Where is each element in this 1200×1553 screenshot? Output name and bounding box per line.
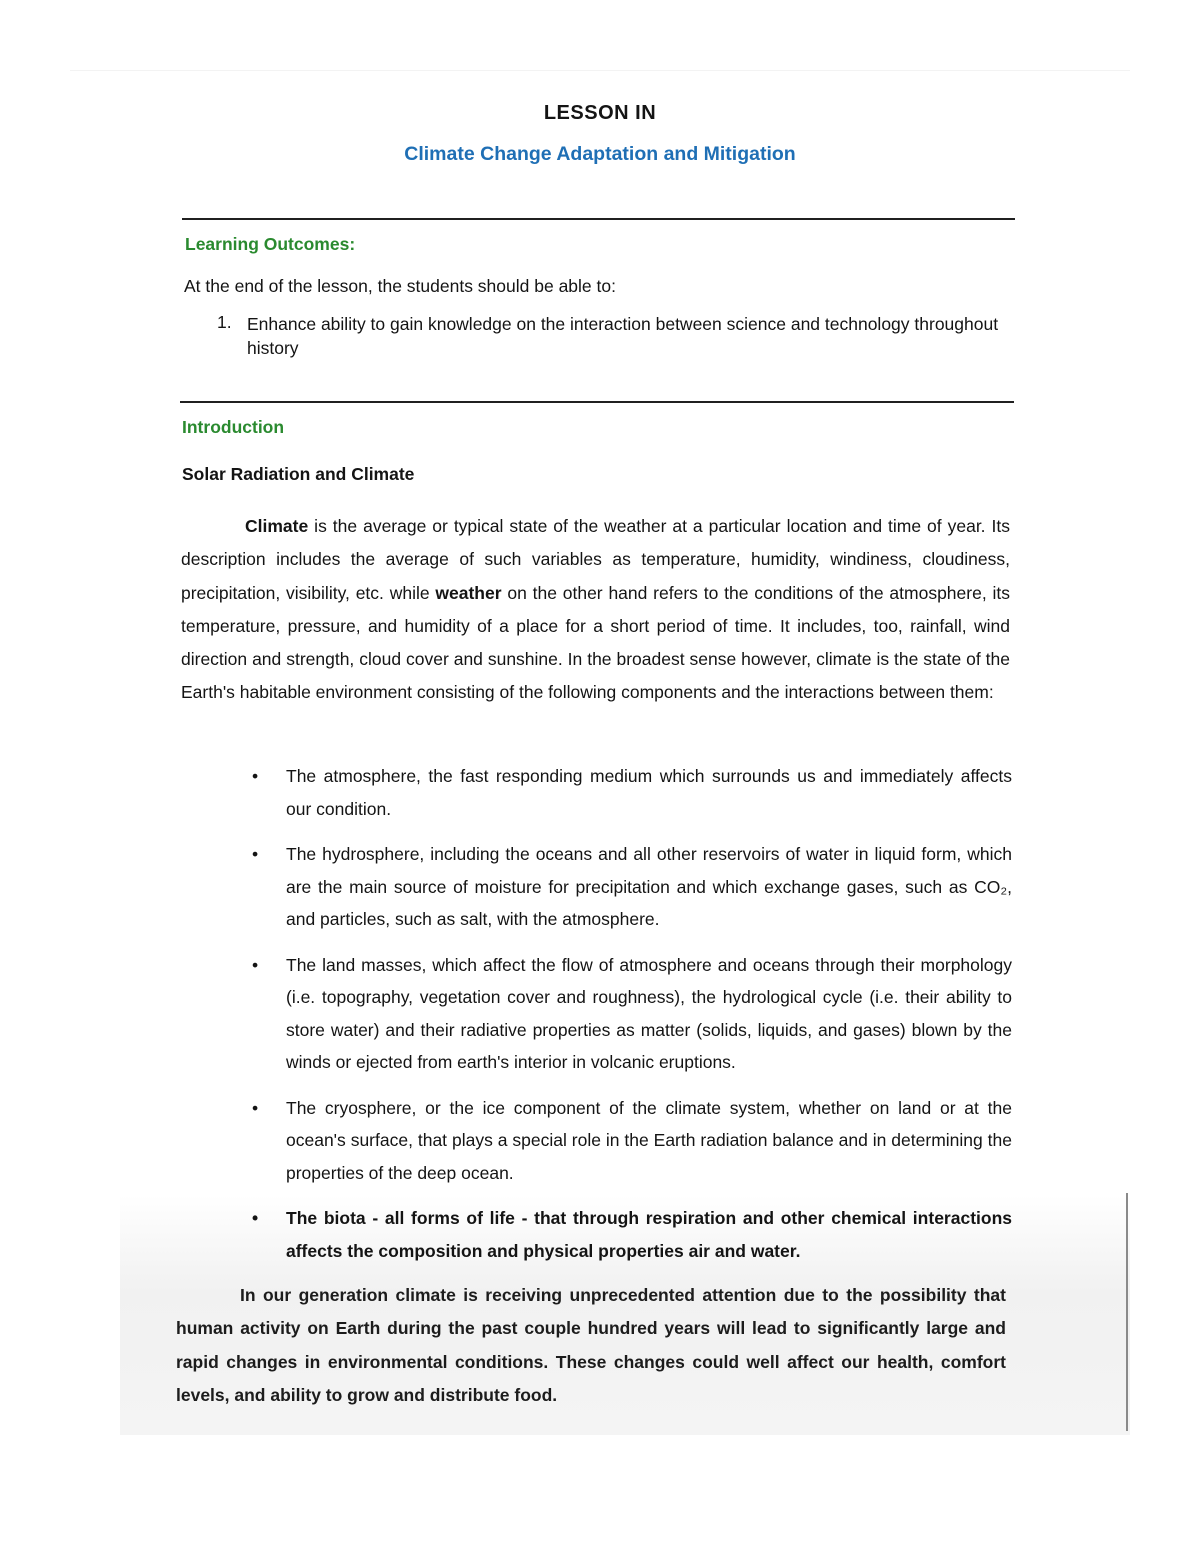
- learning-outcomes-heading: Learning Outcomes:: [185, 234, 356, 254]
- paragraph-text: on the other hand refers to the conditions of the atmosphere, its temperature, pressure, and humidity of a place for a short period of time. It includes, too, rainfall, wind direction and strength, cloud cover and sunshine. In the broadest sense however, climate is the state of the Earth's habitable environment consisting of the following components and the interactions between them:: [181, 582, 1010, 703]
- list-item-text: The hydrosphere, including the oceans and all other reservoirs of water in liquid form, which are the main source of moisture for precipitation and which exchange gases, such as CO₂, and particles, such as salt, with the atmosphere.: [286, 844, 1012, 929]
- list-item: [252, 838, 1012, 936]
- list-item: [252, 949, 1012, 1079]
- list-item: [252, 1092, 1012, 1190]
- paragraph-text: is the average or typical state of the weather at a particular location and time of year. Its description includes the average of such variables as temperature, humidity, windiness, cloudiness, precipitation, visibility, etc. while: [181, 516, 1010, 603]
- term-climate: Climate: [245, 516, 309, 536]
- list-item-text: The atmosphere, the fast responding medium which surrounds us and immediately affects our condition.: [286, 766, 1012, 819]
- closing-paragraph: [176, 1279, 1006, 1412]
- scan-margin-line: [1126, 1193, 1128, 1431]
- learning-outcomes-intro: At the end of the lesson, the students should be able to:: [184, 276, 616, 296]
- scan-edge: [70, 70, 1130, 71]
- list-item: [252, 1202, 1012, 1267]
- bullet-icon: •: [252, 766, 259, 786]
- introduction-heading: Introduction: [182, 417, 285, 437]
- list-item-text: The biota - all forms of life - that through respiration and other chemical interactions affects the composition and physical properties air and water.: [286, 1208, 1012, 1261]
- bullet-icon: •: [252, 1097, 259, 1118]
- bullet-icon: •: [252, 844, 259, 864]
- outcome-text: Enhance ability to gain knowledge on the interaction between science and technology throughout history: [247, 314, 999, 358]
- list-item-text: The land masses, which affect the flow of atmosphere and oceans through their morphology (i.e. topography, vegetation cover and roughness), the hydrological cycle (i.e. their ability to store water) and their radiative properties as matter (solids, liquids, and gases) blown by the winds or ejected from earth's interior in volcanic eruptions.: [286, 954, 1012, 1072]
- list-item-text: The cryosphere, or the ice component of the climate system, whether on land or at the ocean's surface, that plays a special role in the Earth radiation balance and in determining the properties of the deep ocean.: [286, 1097, 1012, 1183]
- climate-paragraph: [181, 510, 1010, 710]
- lesson-title: LESSON IN: [543, 102, 657, 124]
- bullet-icon: •: [252, 954, 259, 975]
- outcome-number: 1.: [217, 312, 232, 332]
- bullet-icon: •: [252, 1208, 259, 1228]
- paragraph-text: In our generation climate is receiving unprecedented attention due to the possibility that human activity on Earth during the past couple hundred years will lead to significantly large and rapid changes in environmental conditions. These changes could well affect our health, comfort levels, and ability to grow and distribute food.: [176, 1285, 1006, 1405]
- term-weather: weather: [435, 582, 502, 603]
- lesson-subtitle: Climate Change Adaptation and Mitigation: [404, 143, 796, 165]
- section-divider: [180, 401, 1014, 403]
- section-subheading: Solar Radiation and Climate: [182, 464, 415, 484]
- section-divider: [182, 218, 1015, 220]
- list-item: [252, 760, 1012, 825]
- climate-components-list: [252, 760, 1012, 1280]
